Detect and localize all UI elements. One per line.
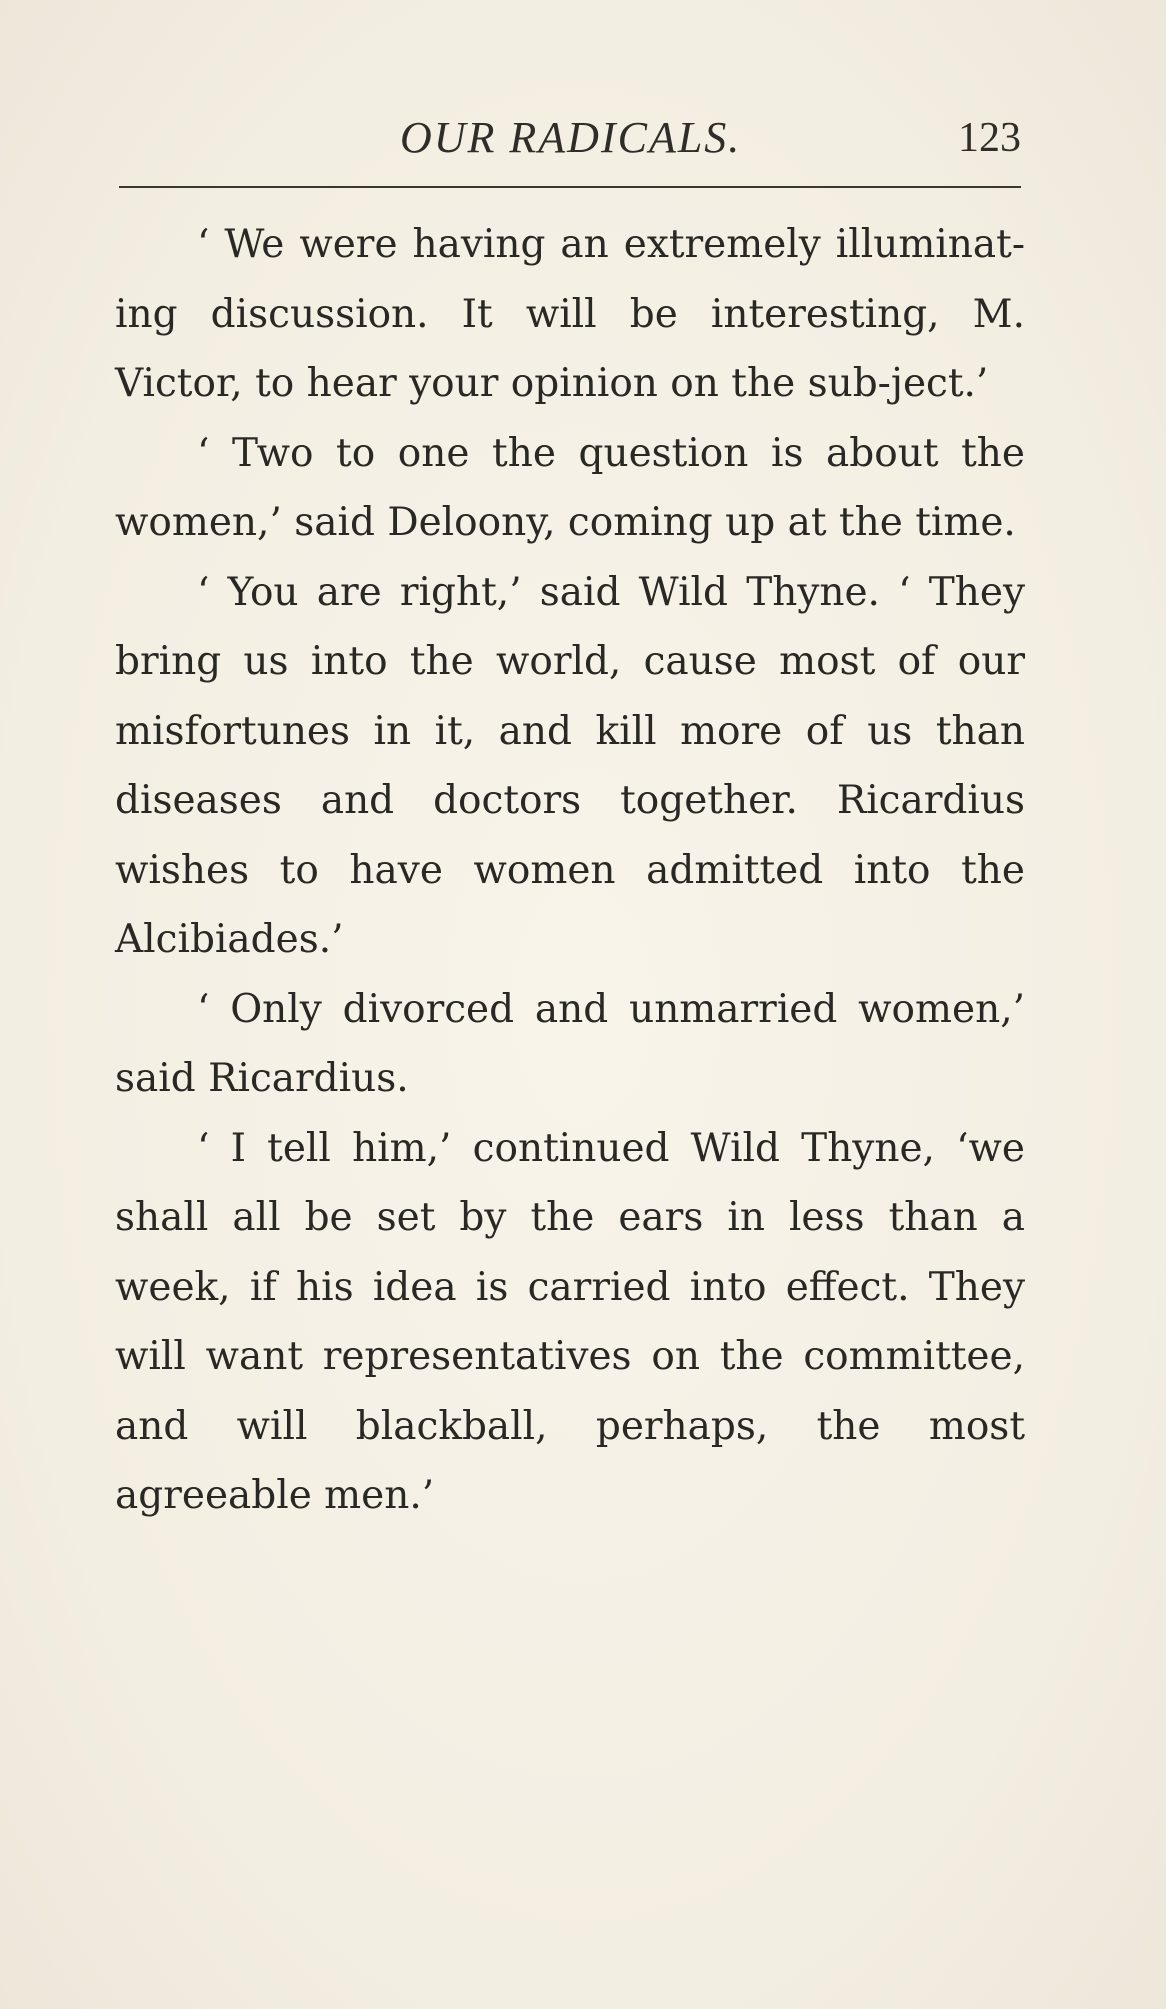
paragraph: ‘ We were having an extremely illuminat-ing discussion. It will be interesting, M. Victor, to hear your opinion on the sub-ject.’ xyxy=(115,222,1025,406)
body-text xyxy=(115,210,1025,1531)
page-header xyxy=(0,112,1166,172)
running-title: OUR RADICALS. xyxy=(400,113,742,162)
paragraph: ‘ I tell him,’ continued Wild Thyne, ‘we shall all be set by the ears in less than a week, if his idea is carried into effect. They will want representatives on the committee, and will blackball, perhaps, the most agreeable men.’ xyxy=(115,1125,1025,1518)
page-number: 123 xyxy=(958,115,1021,161)
paragraph: ‘ You are right,’ said Wild Thyne. ‘ They bring us into the world, cause most of our misfortunes in it, and kill more of us than diseases and doctors together. Ricardius wishes to have women admitted into the Alcibiades.’ xyxy=(115,569,1025,962)
header-rule xyxy=(119,186,1021,188)
paragraph: ‘ Only divorced and unmarried women,’ said Ricardius. xyxy=(115,986,1025,1101)
paragraph: ‘ Two to one the question is about the women,’ said Deloony, coming up at the time. xyxy=(115,430,1025,545)
